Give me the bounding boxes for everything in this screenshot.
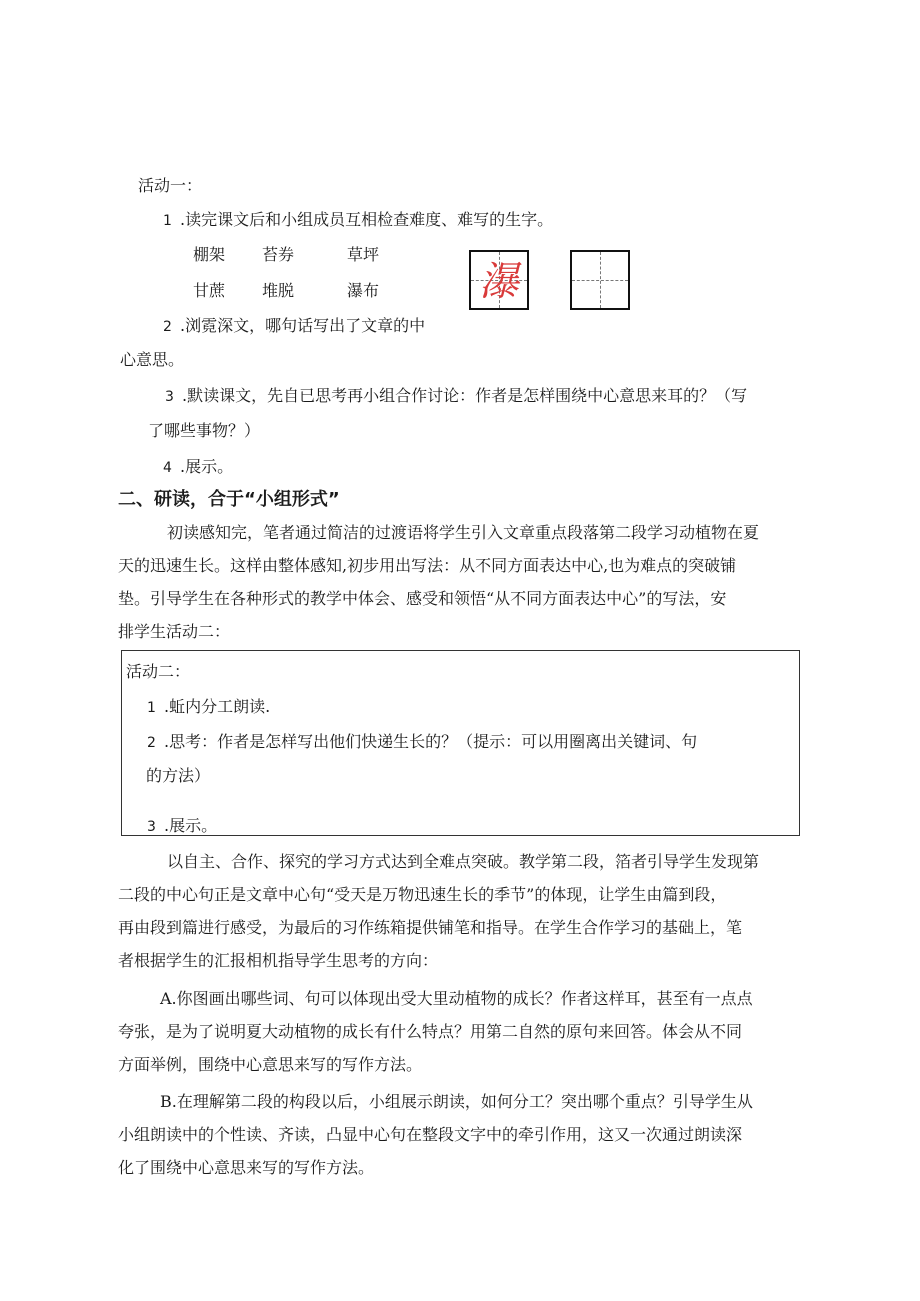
activity1-item3-line1: .默读课文，先自已思考再小组合作讨论：作者是怎样围绕中心意思来耳的？（写 — [182, 386, 748, 405]
activity1-item3-line2: 了哪些事物？） — [148, 421, 261, 440]
activity1-item1-text: .读完课文后和小组成员互相检查难度、难写的生字。 — [180, 210, 554, 229]
activity2-item2-line2: 的方法） — [146, 766, 211, 785]
section3-paraB-line3: 化了围绕中心意思来写的写作方法。 — [118, 1158, 375, 1177]
activity1-item2-line1: .浏霓深文，哪句话写出了文章的中 — [180, 316, 426, 335]
activity2-item1-text: .蚯内分工朗读. — [164, 697, 271, 716]
activity1-item1-number: 1 — [163, 213, 172, 229]
activity2-item1-number: 1 — [147, 700, 156, 716]
section3-para2-line1: 以自主、合作、探究的学习方式达到全难点突破。教学第二段，箔者引导学生发现第 — [167, 852, 760, 871]
activity1-item3-number: 3 — [165, 389, 174, 405]
section3-paraA-line3: 方面举例，围绕中心意思来写的写作方法。 — [118, 1055, 423, 1074]
activity1-item4-text: .展示。 — [180, 457, 234, 476]
section2-para1-line2: 天的迅速生长。这样由整体感知,初步用出写法：从不同方面表达中心,也为难点的突破铺 — [118, 556, 737, 575]
word-2: 苔券 — [262, 245, 295, 264]
activity2-title: 活动二： — [126, 662, 191, 681]
section2-para1-line3: 垫。引导学生在各种形式的教学中体会、感受和领悟“从不同方面表达中心”的写法，安 — [118, 589, 727, 608]
word-4: 甘蔗 — [193, 281, 226, 300]
activity1-item4-number: 4 — [163, 460, 172, 476]
tianzige-grid-filled — [469, 250, 529, 310]
section3-paraB-line1: B.在理解第二段的构段以后，小组展示朗读，如何分工？突出哪个重点？引导学生从 — [160, 1092, 753, 1111]
section2-para1-line4: 排学生活动二： — [118, 622, 231, 641]
tianzige-grid-empty — [570, 250, 630, 310]
activity2-item2-number: 2 — [147, 735, 156, 751]
section3-paraA-line1: A.你图画出哪些词、句可以体现出受大里动植物的成长？作者这样耳，甚至有一点点 — [160, 989, 753, 1008]
activity2-item3-number: 3 — [147, 819, 156, 835]
activity1-item2-line2: 心意思。 — [120, 350, 185, 369]
word-6: 瀑布 — [347, 281, 380, 300]
word-5: 堆脱 — [262, 281, 295, 300]
section3-para2-line3: 再由段到篇进行感受，为最后的习作练箱提供铺笔和指导。在学生合作学习的基础上，笔 — [118, 918, 743, 937]
word-3: 草坪 — [347, 245, 380, 264]
word-1: 棚架 — [193, 245, 226, 264]
section2-heading: 二、研读，合于“小组形式” — [118, 489, 340, 510]
activity2-item2-line1: .思考：作者是怎样写出他们快递生长的？（提示：可以用圈离出关键词、句 — [164, 732, 698, 751]
section3-paraB-line2: 小组朗读中的个性读、齐读，凸显中心句在整段文字中的牵引作用，这又一次通过朗读深 — [118, 1125, 743, 1144]
activity2-item3-text: .展示。 — [164, 816, 218, 835]
section3-para2-line4: 者根据学生的汇报相机指导学生思考的方向： — [118, 951, 439, 970]
activity1-item2-number: 2 — [163, 319, 172, 335]
section3-paraA-line2: 夸张，是为了说明夏大动植物的成长有什么特点？用第二自然的原句来回答。体会从不同 — [118, 1022, 743, 1041]
section3-para2-line2: 二段的中心句正是文章中心句“受天是万物迅速生长的季节”的体现，让学生由篇到段， — [118, 885, 727, 904]
grid-character: 瀑 — [479, 259, 519, 305]
activity1-title: 活动一： — [138, 176, 203, 195]
section2-para1-line1: 初读感知完，笔者通过简洁的过渡语将学生引入文章重点段落第二段学习动植物在夏 — [167, 523, 760, 542]
